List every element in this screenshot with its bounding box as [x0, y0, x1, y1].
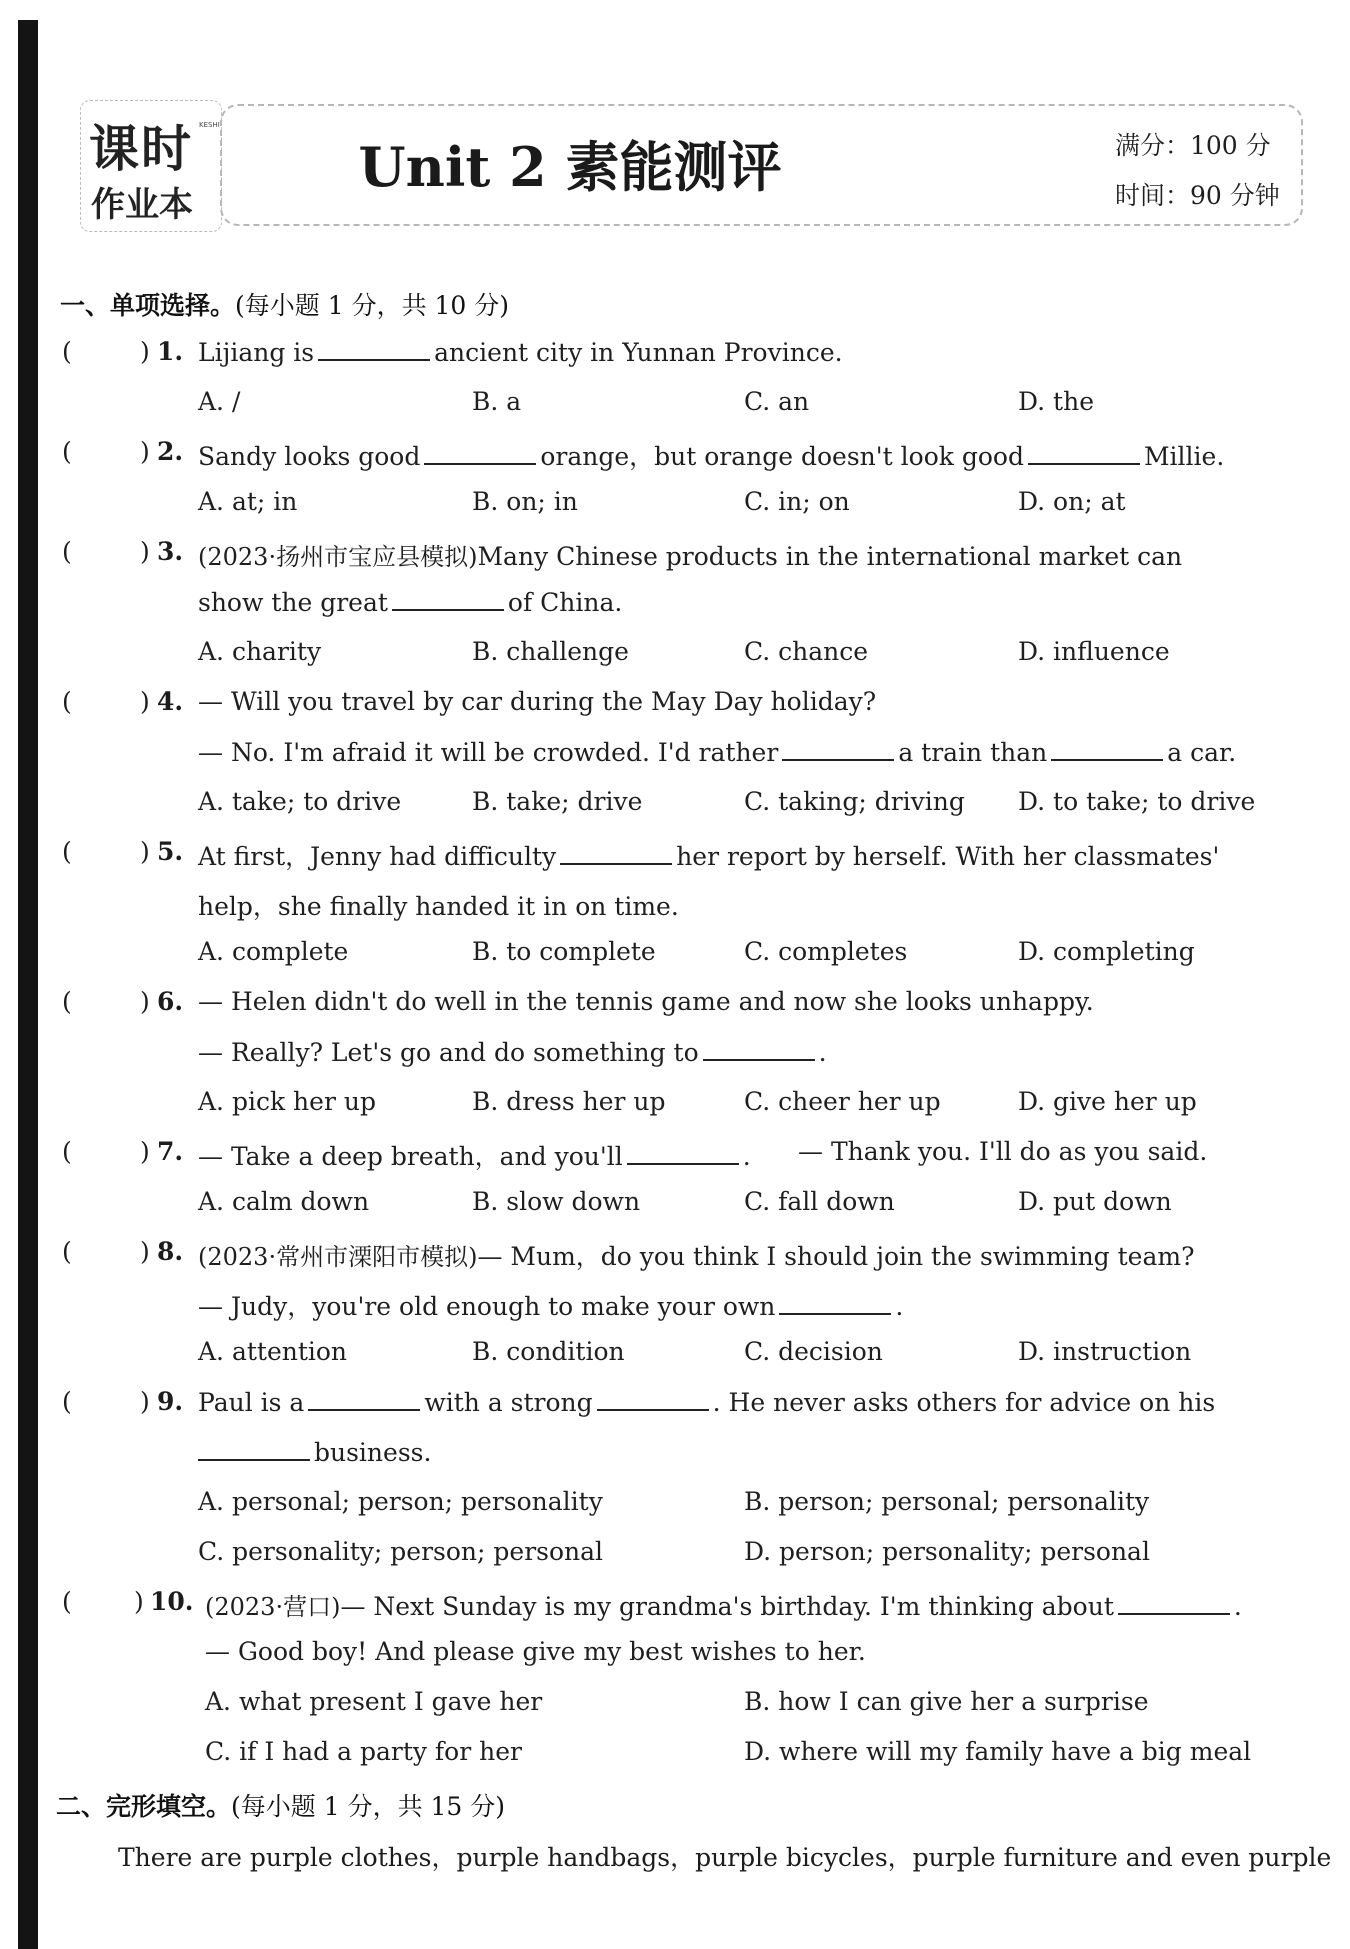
- stem-text: Sandy looks good: [198, 442, 421, 471]
- stem-text: show the great: [198, 588, 388, 617]
- stem-text: her report by herself. With her classmates': [676, 842, 1220, 871]
- answer-bracket-close: ): [140, 987, 150, 1016]
- option-d: D. give her up: [1018, 1087, 1197, 1116]
- full-score: 满分：100 分: [1115, 131, 1271, 160]
- page-title: Unit 2 素能测评: [358, 135, 782, 199]
- answer-bracket-open: (: [62, 1137, 72, 1166]
- option-d: D. completing: [1018, 937, 1195, 966]
- option-c: C. fall down: [744, 1187, 895, 1216]
- answer-blank: [627, 1141, 739, 1165]
- stem-text: — No. I'm afraid it will be crowded. I'd rather: [198, 738, 779, 767]
- option-d: D. on; at: [1018, 487, 1126, 516]
- option-b: B. dress her up: [472, 1087, 666, 1116]
- question-number: 4.: [157, 687, 184, 716]
- question-source: (2023·扬州市宝应县模拟): [198, 543, 478, 571]
- stem-text: .: [895, 1292, 904, 1321]
- stem-text: ancient city in Yunnan Province.: [434, 338, 843, 367]
- answer-blank: [703, 1037, 815, 1061]
- option-a: A. take; to drive: [198, 787, 402, 816]
- option-b: B. slow down: [472, 1187, 641, 1216]
- option-a: A. attention: [198, 1337, 348, 1366]
- answer-bracket-close: ): [140, 537, 150, 566]
- question-source: (2023·常州市溧阳市模拟): [198, 1243, 478, 1271]
- section-2-title: 二、完形填空。: [56, 1792, 232, 1821]
- stem-text: Lijiang is: [198, 338, 315, 367]
- stem-text: — Judy，you're old enough to make your own: [198, 1292, 776, 1321]
- stem-text: Paul is a: [198, 1388, 305, 1417]
- answer-blank: [1028, 441, 1140, 465]
- stem-text: — Really? Let's go and do something to: [198, 1038, 699, 1067]
- stem-text: Many Chinese products in the international market can: [477, 542, 1183, 571]
- logo-line1: 课时: [89, 120, 193, 178]
- logo-line2: 作业本: [91, 185, 193, 225]
- option-d: D. person; personality; personal: [744, 1537, 1150, 1566]
- option-a: A. charity: [198, 637, 322, 666]
- logo-side-text: KESHI: [199, 121, 220, 129]
- option-b: B. a: [472, 387, 522, 416]
- answer-blank: [424, 441, 536, 465]
- option-d: D. influence: [1018, 637, 1170, 666]
- option-a: A. /: [198, 387, 241, 416]
- question-number: 8.: [157, 1237, 184, 1266]
- answer-blank: [779, 1291, 891, 1315]
- option-a: A. personal; person; personality: [198, 1487, 603, 1516]
- question-stem: — Helen didn't do well in the tennis game and now she looks unhappy.: [198, 987, 1094, 1016]
- question-stem-cont: [198, 1037, 827, 1067]
- stem-text: a car.: [1167, 738, 1237, 767]
- answer-bracket-close: ): [140, 437, 150, 466]
- question-stem: [198, 837, 1219, 873]
- answer-bracket-close: ): [140, 1387, 150, 1416]
- answer-bracket-close: ): [140, 1237, 150, 1266]
- stem-text: . He never asks others for advice on his: [712, 1388, 1216, 1417]
- stem-text: .: [818, 1038, 827, 1067]
- option-c: C. taking; driving: [744, 787, 965, 816]
- question-stem-cont: [198, 1437, 431, 1467]
- answer-bracket-open: (: [62, 537, 72, 566]
- option-c: C. cheer her up: [744, 1087, 941, 1116]
- answer-bracket-open: (: [62, 987, 72, 1016]
- passage-line: There are purple clothes，purple handbags，purple bicycles，purple furniture and even purple: [118, 1843, 1332, 1872]
- section-2-note: (每小题 1 分，共 15 分): [231, 1792, 506, 1821]
- answer-blank: [1118, 1591, 1230, 1615]
- option-c: C. personality; person; personal: [198, 1537, 604, 1566]
- answer-bracket-open: (: [62, 837, 72, 866]
- stem-text: At first，Jenny had difficulty: [198, 842, 557, 871]
- stem-text: — Mum，do you think I should join the swimming team?: [477, 1242, 1195, 1271]
- option-d: D. instruction: [1018, 1337, 1192, 1366]
- answer-bracket-open: (: [62, 1387, 72, 1416]
- option-c: C. decision: [744, 1337, 883, 1366]
- answer-bracket-open: (: [62, 1237, 72, 1266]
- answer-bracket-close: ): [134, 1587, 144, 1616]
- option-b: B. take; drive: [472, 787, 643, 816]
- question-stem-cont: [198, 587, 622, 617]
- answer-bracket-open: (: [62, 687, 72, 716]
- option-b: B. on; in: [472, 487, 578, 516]
- answer-bracket-open: (: [62, 337, 72, 366]
- question-number: 6.: [157, 987, 184, 1016]
- option-b: B. condition: [472, 1337, 625, 1366]
- option-d: D. the: [1018, 387, 1094, 416]
- answer-blank: [782, 737, 894, 761]
- question-stem-cont: help，she finally handed it in on time.: [198, 892, 679, 921]
- stem-text: .: [742, 1142, 751, 1171]
- stem-text: of China.: [507, 588, 623, 617]
- option-a: A. at; in: [198, 487, 298, 516]
- question-number: 5.: [157, 837, 184, 866]
- option-a: A. complete: [198, 937, 349, 966]
- answer-bracket-open: (: [62, 1587, 72, 1616]
- section-1-note: (每小题 1 分，共 10 分): [235, 291, 510, 320]
- option-d: D. to take; to drive: [1018, 787, 1256, 816]
- option-b: B. challenge: [472, 637, 629, 666]
- answer-bracket-close: ): [140, 337, 150, 366]
- answer-blank: [308, 1387, 420, 1411]
- reply-text: — Thank you. I'll do as you said.: [798, 1137, 1208, 1166]
- option-c: C. an: [744, 387, 810, 416]
- question-stem: [198, 1137, 751, 1173]
- question-stem: [198, 1237, 1194, 1273]
- stem-text: orange，but orange doesn't look good: [540, 442, 1024, 471]
- time-limit: 时间：90 分钟: [1115, 181, 1280, 210]
- option-a: A. pick her up: [198, 1087, 376, 1116]
- option-d: D. where will my family have a big meal: [744, 1737, 1252, 1766]
- option-c: C. if I had a party for her: [205, 1737, 522, 1766]
- option-b: B. how I can give her a surprise: [744, 1687, 1149, 1716]
- stem-text: — Next Sunday is my grandma's birthday. I'm thinking about: [340, 1592, 1114, 1621]
- question-number: 1.: [157, 337, 184, 366]
- stem-text: with a strong: [424, 1388, 593, 1417]
- stem-text: — Take a deep breath，and you'll: [198, 1142, 623, 1171]
- question-number: 10.: [150, 1587, 194, 1616]
- question-stem: — Will you travel by car during the May Day holiday?: [198, 687, 877, 716]
- question-source: (2023·营口): [205, 1593, 341, 1621]
- question-number: 9.: [157, 1387, 184, 1416]
- section-2-heading: [56, 1787, 505, 1823]
- answer-blank: [560, 841, 672, 865]
- answer-blank: [1051, 737, 1163, 761]
- section-1-heading: [60, 286, 509, 322]
- question-stem-cont: [198, 737, 1236, 767]
- stem-text: business.: [314, 1438, 432, 1467]
- answer-bracket-close: ): [140, 1137, 150, 1166]
- question-number: 2.: [157, 437, 184, 466]
- question-stem-cont: [198, 1287, 903, 1323]
- question-stem: [198, 437, 1224, 473]
- question-number: 7.: [157, 1137, 184, 1166]
- stem-text: .: [1233, 1592, 1242, 1621]
- option-c: C. completes: [744, 937, 908, 966]
- option-a: A. what present I gave her: [205, 1687, 543, 1716]
- option-c: C. chance: [744, 637, 869, 666]
- option-b: B. to complete: [472, 937, 656, 966]
- question-stem-cont: — Good boy! And please give my best wishes to her.: [205, 1637, 866, 1666]
- question-stem: [205, 1587, 1242, 1622]
- answer-blank: [198, 1437, 310, 1461]
- question-stem: [198, 1387, 1215, 1417]
- option-d: D. put down: [1018, 1187, 1172, 1216]
- answer-blank: [318, 337, 430, 361]
- answer-blank: [597, 1387, 709, 1411]
- answer-bracket-close: ): [140, 687, 150, 716]
- publisher-logo: [80, 100, 222, 232]
- question-stem: [198, 337, 843, 367]
- binding-spine: [18, 20, 38, 1949]
- question-number: 3.: [157, 537, 184, 566]
- answer-bracket-close: ): [140, 837, 150, 866]
- stem-text: a train than: [898, 738, 1048, 767]
- section-1-title: 一、单项选择。: [60, 291, 236, 320]
- option-b: B. person; personal; personality: [744, 1487, 1150, 1516]
- answer-bracket-open: (: [62, 437, 72, 466]
- option-a: A. calm down: [198, 1187, 370, 1216]
- question-stem: [198, 537, 1182, 572]
- answer-blank: [392, 587, 504, 611]
- option-c: C. in; on: [744, 487, 850, 516]
- stem-text: Millie.: [1143, 442, 1225, 471]
